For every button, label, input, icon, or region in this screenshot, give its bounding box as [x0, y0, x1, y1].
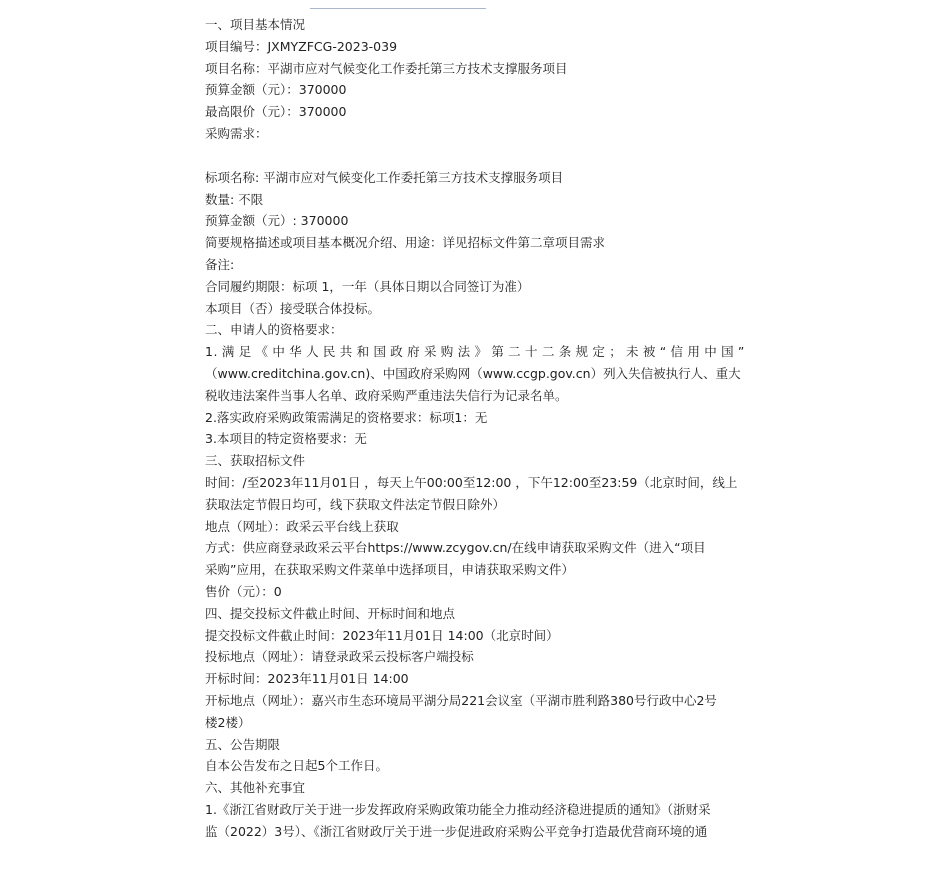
obtain-time-line-1: 时间：/至2023年11月01日 ，每天上午00:00至12:00 ，下午12:00至23:59（北京时间，线上 [205, 474, 738, 490]
obtain-place: 地点（网址）：政采云平台线上获取 [205, 518, 399, 534]
section-1-heading: 一、项目基本情况 [205, 17, 306, 32]
qualification-item-1-line-1: 1.满足《中华人民共和国政府采购法》第二十二条规定；未被“信用中国” [205, 344, 745, 360]
budget-amount: 预算金额（元）：370000 [205, 82, 347, 98]
lot-budget: 预算金额（元）: 370000 [205, 213, 349, 229]
section-6-heading: 六、其他补充事宜 [205, 780, 306, 796]
notice-period: 自本公告发布之日起5个工作日。 [205, 758, 388, 774]
supplement-item-1-line-2: 监（2022）3号）、《浙江省财政厅关于进一步促进政府采购公平竞争打造最优营商环境的通 [205, 823, 708, 839]
opening-place-line-1: 开标地点（网址）：嘉兴市生态环境局平湖分局221会议室（平湖市胜利路380号行政中心2号 [205, 692, 717, 708]
lot-quantity: 数量: 不限 [205, 191, 264, 207]
announcement-body [205, 14, 745, 842]
obtain-method-line-1: 方式：供应商登录政采云平台https://www.zcygov.cn/在线申请获取采购文件（进入“项目 [205, 540, 706, 556]
qualification-item-1-line-2: （www.creditchina.gov.cn)、中国政府采购网（www.ccgp.gov.cn）列入失信被执行人、重大 [205, 365, 741, 381]
lot-brief: 简要规格描述或项目基本概况介绍、用途：详见招标文件第二章项目需求 [205, 235, 606, 251]
obtain-method-line-2: 采购”应用，在获取采购文件菜单中选择项目，申请获取采购文件） [205, 562, 574, 578]
max-price: 最高限价（元）：370000 [205, 104, 347, 120]
lot-name: 标项名称: 平湖市应对气候变化工作委托第三方技术支撑服务项目 [205, 169, 564, 185]
obtain-time-line-2: 获取法定节假日均可，线下获取文件法定节假日除外） [205, 496, 506, 512]
spacer [205, 145, 745, 167]
document-price: 售价（元）：0 [205, 583, 282, 599]
bid-place: 投标地点（网址）：请登录政采云投标客户端投标 [205, 649, 474, 665]
top-divider [310, 8, 486, 9]
project-name: 项目名称：平湖市应对气候变化工作委托第三方技术支撑服务项目 [205, 60, 568, 76]
bid-deadline: 提交投标文件截止时间：2023年11月01日 14:00（北京时间） [205, 627, 559, 643]
section-5-heading: 五、公告期限 [205, 736, 281, 752]
opening-place-line-2: 楼2楼） [205, 714, 251, 730]
qualification-item-2: 2.落实政府采购政策需满足的资格要求：标项1：无 [205, 409, 488, 425]
contract-period: 合同履约期限：标项 1，一年（具体日期以合同签订为准） [205, 278, 530, 294]
qualification-item-3: 3.本项目的特定资格要求：无 [205, 431, 367, 447]
opening-time: 开标时间：2023年11月01日 14:00 [205, 671, 409, 687]
supplement-item-1-line-1: 1.《浙江省财政厅关于进一步发挥政府采购政策功能全力推动经济稳进提质的通知》（浙财采 [205, 801, 711, 817]
section-2-heading: 二、申请人的资格要求： [205, 322, 343, 338]
section-4-heading: 四、提交投标文件截止时间、开标时间和地点 [205, 605, 456, 621]
demand-label: 采购需求： [205, 125, 268, 141]
lot-remark: 备注: [205, 256, 235, 272]
qualification-item-1-line-3: 税收违法案件当事人名单、政府采购严重违法失信行为记录名单。 [205, 387, 568, 403]
project-number: 项目编号：JXMYZFCG-2023-039 [205, 38, 398, 54]
joint-bid-note: 本项目（否）接受联合体投标。 [205, 300, 381, 316]
section-3-heading: 三、获取招标文件 [205, 453, 306, 469]
